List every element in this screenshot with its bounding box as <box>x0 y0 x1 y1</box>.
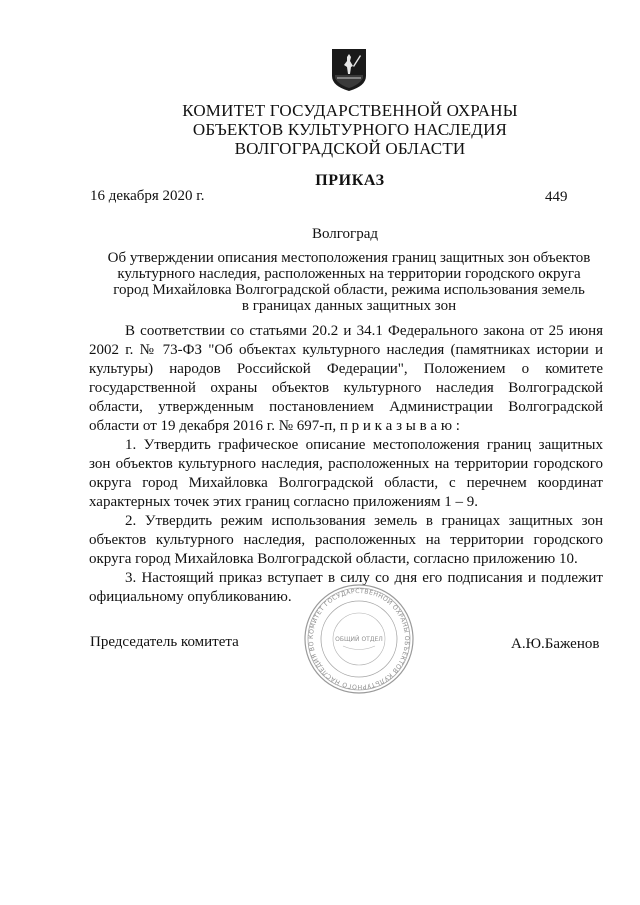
subject-line: в границах данных защитных зон <box>241 298 457 314</box>
preamble-paragraph: В соответствии со статьями 20.2 и 34.1 Федерального закона от 25 июня 2002 г. № 73-ФЗ "Об объектах культурного наследия (памятниках истории и культуры) народов Российской Федерации", Положением о комитете государственной охраны объектов культурного наследия Волгоградской области, утвержденным постановлением Администрации Волгоградской области от 19 декабря 2016 г. № 697-п, п р и к а з ы в а ю : <box>89 323 603 434</box>
signer-name: А.Ю.Баженов <box>511 636 600 652</box>
order-city: Волгоград <box>311 226 378 242</box>
subject-line: культурного наследия, расположенных на территории городского округа <box>117 266 581 282</box>
volgograd-coat-of-arms-icon <box>331 48 367 92</box>
svg-text:ОБЩИЙ ОТДЕЛ: ОБЩИЙ ОТДЕЛ <box>335 636 383 643</box>
order-item-1: 1. Утвердить графическое описание местоположения границ защитных зон объектов культурного наследия, расположенных на территории городского округа город Михайловка Волгоградской области, с перечнем координат характерных точек этих границ согласно приложениям 1 – 9. <box>89 437 603 510</box>
order-item-2: 2. Утвердить режим использования земель в границах защитных зон объектов культурного наследия, расположенных на территории городского округа город Михайловка Волгоградской области, согласно приложению 10. <box>89 513 603 567</box>
official-stamp-icon <box>303 583 415 695</box>
committee-name <box>0 101 640 158</box>
order-number: 449 <box>545 189 568 205</box>
signer-title: Председатель комитета <box>90 634 239 650</box>
order-date: 16 декабря 2020 г. <box>90 188 205 204</box>
committee-name-line: ОБЪЕКТОВ КУЛЬТУРНОГО НАСЛЕДИЯ <box>192 120 508 139</box>
order-item-3: 3. Настоящий приказ вступает в силу со дня его подписания и подлежит официальному опубликованию. <box>89 570 603 605</box>
svg-text:КОМИТЕТ ГОСУДАРСТВЕННОЙ ОХРАНЫ: КОМИТЕТ ГОСУДАРСТВЕННОЙ ОХРАНЫ ОБЪЕКТОВ КУЛЬТУРНОГО НАСЛЕДИЯ ВО <box>307 587 411 691</box>
subject-line: город Михайловка Волгоградской области, режима использования земель <box>113 282 585 298</box>
committee-name-line: КОМИТЕТ ГОСУДАРСТВЕННОЙ ОХРАНЫ <box>182 101 518 120</box>
committee-name-line: ВОЛГОГРАДСКОЙ ОБЛАСТИ <box>234 139 466 158</box>
subject-line: Об утверждении описания местоположения границ защитных зон объектов <box>107 250 591 266</box>
order-title: ПРИКАЗ <box>315 172 385 189</box>
order-body <box>89 322 603 607</box>
order-subject <box>95 250 603 314</box>
